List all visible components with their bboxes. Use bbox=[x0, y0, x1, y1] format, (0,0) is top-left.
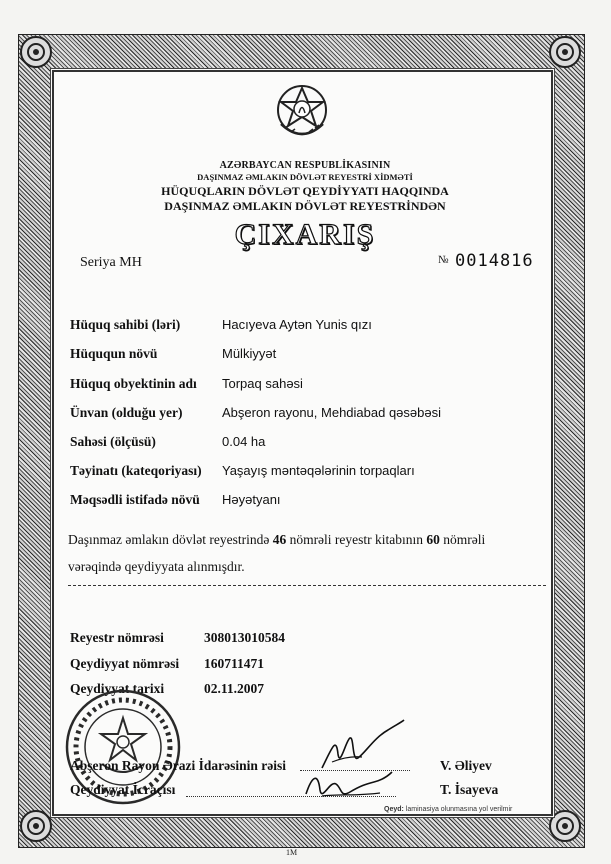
field-label: Təyinatı (kateqoriyası) bbox=[70, 463, 202, 478]
issuer-service: DAŞINMAZ ƏMLAKIN DÖVLƏT REYESTRİ XİDMƏTİ bbox=[197, 172, 413, 182]
registry-book-number: 46 bbox=[272, 532, 287, 547]
registrar-name: T. İsayeva bbox=[440, 782, 499, 797]
document-heading-line1: HÜQUQLARIN DÖVLƏT QEYDİYYATI HAQQINDA bbox=[161, 184, 449, 198]
field-value: Həyətyanı bbox=[222, 492, 281, 507]
field-row bbox=[70, 376, 540, 396]
registry-note-text: nömrəli bbox=[439, 532, 486, 547]
registry-note bbox=[68, 526, 538, 580]
field-value: Mülkiyyət bbox=[222, 346, 277, 361]
document-title: ÇIXARIŞ bbox=[234, 218, 376, 251]
field-value: Abşeron rayonu, Mehdiabad qəsəbəsi bbox=[222, 405, 441, 420]
field-row bbox=[70, 405, 540, 425]
printer-mark: 1M bbox=[286, 848, 298, 857]
registry-note-text: Daşınmaz əmlakın dövlət reyestrində bbox=[68, 532, 273, 547]
field-label: Hüquq sahibi (ləri) bbox=[70, 317, 181, 332]
registry-page-number: 60 bbox=[426, 532, 440, 547]
corner-ornament-icon bbox=[16, 806, 56, 846]
series-label: Seriya MH bbox=[80, 255, 142, 270]
head-signature-label: Abşeron Rayon Ərazi İdarəsinin rəisi bbox=[70, 758, 286, 773]
issuer-country: AZƏRBAYCAN RESPUBLİKASININ bbox=[219, 160, 391, 171]
field-label: Hüquq obyektinin adı bbox=[70, 376, 197, 391]
serial-number: 0014816 bbox=[455, 251, 534, 271]
document-heading-line2: DAŞINMAZ ƏMLAKIN DÖVLƏT REYESTRİNDƏN bbox=[164, 199, 446, 213]
field-row bbox=[70, 463, 540, 483]
field-label: Ünvan (olduğu yer) bbox=[70, 405, 183, 420]
field-label: Hüququn növü bbox=[70, 346, 158, 361]
registry-note-text: vərəqində qeydiyyata alınmışdır. bbox=[68, 559, 245, 574]
field-label: Sahəsi (ölçüsü) bbox=[70, 434, 156, 449]
field-row bbox=[70, 434, 540, 454]
registry-note-text: nömrəli reyestr kitabının bbox=[286, 532, 427, 547]
registration-value: 160711471 bbox=[204, 656, 265, 671]
registration-label: Reyestr nömrəsi bbox=[70, 630, 164, 645]
registration-label: Qeydiyyat tarixi bbox=[70, 681, 165, 696]
corner-ornament-icon bbox=[545, 32, 585, 72]
field-value: 0.04 ha bbox=[222, 434, 266, 449]
registration-row bbox=[70, 630, 470, 650]
head-name: V. Əliyev bbox=[440, 758, 492, 773]
field-row bbox=[70, 346, 540, 366]
lamination-note-label: Qeyd: bbox=[384, 806, 404, 813]
registration-value: 308013010584 bbox=[204, 630, 285, 645]
registration-row bbox=[70, 656, 470, 676]
national-emblem-icon bbox=[271, 80, 333, 144]
field-value: Yaşayış məntəqələrinin torpaqları bbox=[222, 463, 415, 478]
corner-ornament-icon bbox=[16, 32, 56, 72]
field-row bbox=[70, 317, 540, 337]
serial-number-prefix: № bbox=[438, 254, 449, 266]
registrar-signature-icon bbox=[300, 766, 396, 806]
field-row bbox=[70, 492, 540, 512]
field-label: Məqsədli istifadə növü bbox=[70, 492, 200, 507]
lamination-note bbox=[384, 806, 512, 813]
registration-value: 02.11.2007 bbox=[204, 681, 265, 696]
registrar-signature-label: Qeydiyyat İcraçısı bbox=[70, 782, 176, 797]
field-value: Hacıyeva Aytən Yunis qızı bbox=[222, 317, 372, 332]
field-value: Torpaq sahəsi bbox=[222, 376, 303, 391]
lamination-note-text: laminasiya olunmasına yol verilmir bbox=[403, 806, 513, 813]
divider bbox=[68, 585, 546, 586]
registration-label: Qeydiyyat nömrəsi bbox=[70, 656, 180, 671]
